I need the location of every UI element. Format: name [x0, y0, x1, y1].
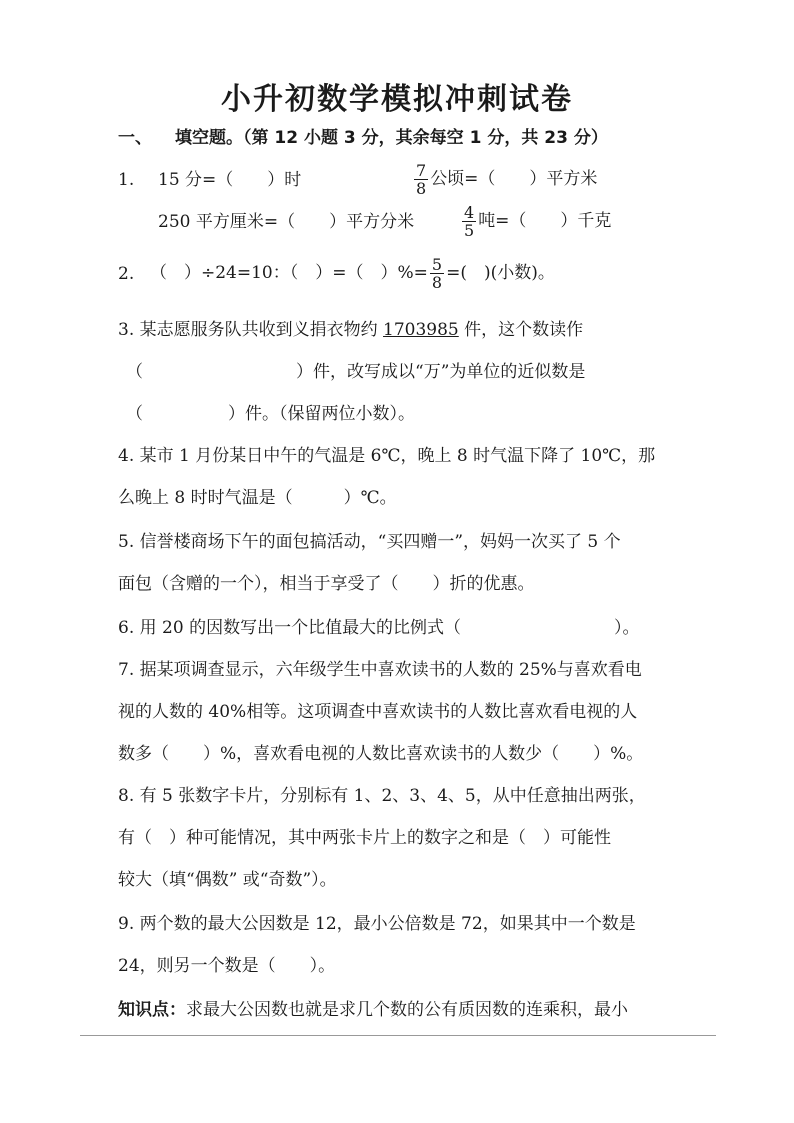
- q1-part-b-text: 公顷=（ ）平方米: [430, 169, 598, 189]
- q5-line-1: 5. 信誉楼商场下午的面包搞活动，“买四赠一”，妈妈一次买了 5 个: [118, 532, 621, 552]
- q2-fraction: [430, 256, 444, 291]
- fraction-numerator: 4: [464, 203, 475, 222]
- fraction-denominator: 8: [431, 273, 443, 292]
- q3-line-2: （ ）件，改写成以“万”为单位的近似数是: [126, 362, 586, 382]
- q8-line-1: 8. 有 5 张数字卡片，分别标有 1、2、3、4、5，从中任意抽出两张，: [118, 786, 646, 806]
- q1-part-a: 15 分=（ ）时: [158, 170, 302, 190]
- q3-line-1: [118, 316, 583, 344]
- knowledge-text: 求最大公因数也就是求几个数的公有质因数的连乘积，最小: [186, 1000, 628, 1020]
- page-divider: [80, 1035, 716, 1036]
- q4-line-2: 么晚上 8 时时气温是（ ）℃。: [118, 488, 397, 508]
- q3-line-3: （ ）件。（保留两位小数）。: [126, 404, 415, 424]
- q1-number: 1.: [118, 170, 135, 190]
- q1-part-d-text: 吨=（ ）千克: [478, 211, 612, 231]
- fraction-denominator: 8: [416, 179, 427, 198]
- q9-line-2: 24，则另一个数是（ ）。: [118, 956, 336, 976]
- q9-line-1: 9. 两个数的最大公因数是 12，最小公倍数是 72，如果其中一个数是: [118, 914, 636, 934]
- q7-line-2: 视的人数的 40%相等。这项调查中喜欢读书的人数比喜欢看电视的人: [118, 702, 638, 722]
- page-title: 小升初数学模拟冲刺试卷: [221, 82, 573, 117]
- q4-line-1: 4. 某市 1 月份某日中午的气温是 6℃，晚上 8 时气温下降了 10℃，那: [118, 446, 656, 466]
- q1-part-d: [460, 204, 611, 239]
- q1-fraction-b: [414, 162, 428, 197]
- q7-line-1: 7. 据某项调查显示，六年级学生中喜欢读书的人数的 25%与喜欢看电: [118, 660, 642, 680]
- q2-number: 2.: [118, 264, 135, 284]
- q8-line-3: 较大（填“偶数” 或“奇数”）。: [118, 870, 337, 890]
- fraction-denominator: 5: [464, 221, 475, 240]
- q2-text: （ ）÷24=10：（ ）=（ ）%=: [150, 263, 428, 283]
- q2-equation: [150, 256, 555, 291]
- section-label: 一、: [118, 128, 152, 148]
- q1-part-b: [412, 162, 597, 197]
- fraction-numerator: 7: [416, 161, 427, 180]
- q6-line-1: 6. 用 20 的因数写出一个比值最大的比例式（ ）。: [118, 618, 640, 638]
- fraction-numerator: 5: [431, 255, 443, 274]
- q8-line-2: 有（ ）种可能情况，其中两张卡片上的数字之和是（ ）可能性: [118, 828, 611, 848]
- q5-line-2: 面包（含赠的一个），相当于享受了（ ）折的优惠。: [118, 574, 535, 594]
- q3-underlined-number: 1703985: [383, 320, 459, 340]
- section-heading: 填空题。（第 12 小题 3 分，其余每空 1 分，共 23 分）: [175, 128, 608, 148]
- q7-line-3: 数多（ ）%，喜欢看电视的人数比喜欢读书的人数少（ ）%。: [118, 744, 644, 764]
- q1-fraction-d: [462, 204, 476, 239]
- q2-tail: =( )(小数)。: [446, 263, 555, 283]
- knowledge-label: 知识点：: [118, 1000, 186, 1020]
- q3-line-1-pre: 3. 某志愿服务队共收到义捐衣物约: [118, 320, 384, 340]
- q3-line-1-post: 件，这个数读作: [458, 320, 584, 340]
- knowledge-point: [118, 996, 628, 1024]
- q1-part-c: 250 平方厘米=（ ）平方分米: [158, 212, 415, 232]
